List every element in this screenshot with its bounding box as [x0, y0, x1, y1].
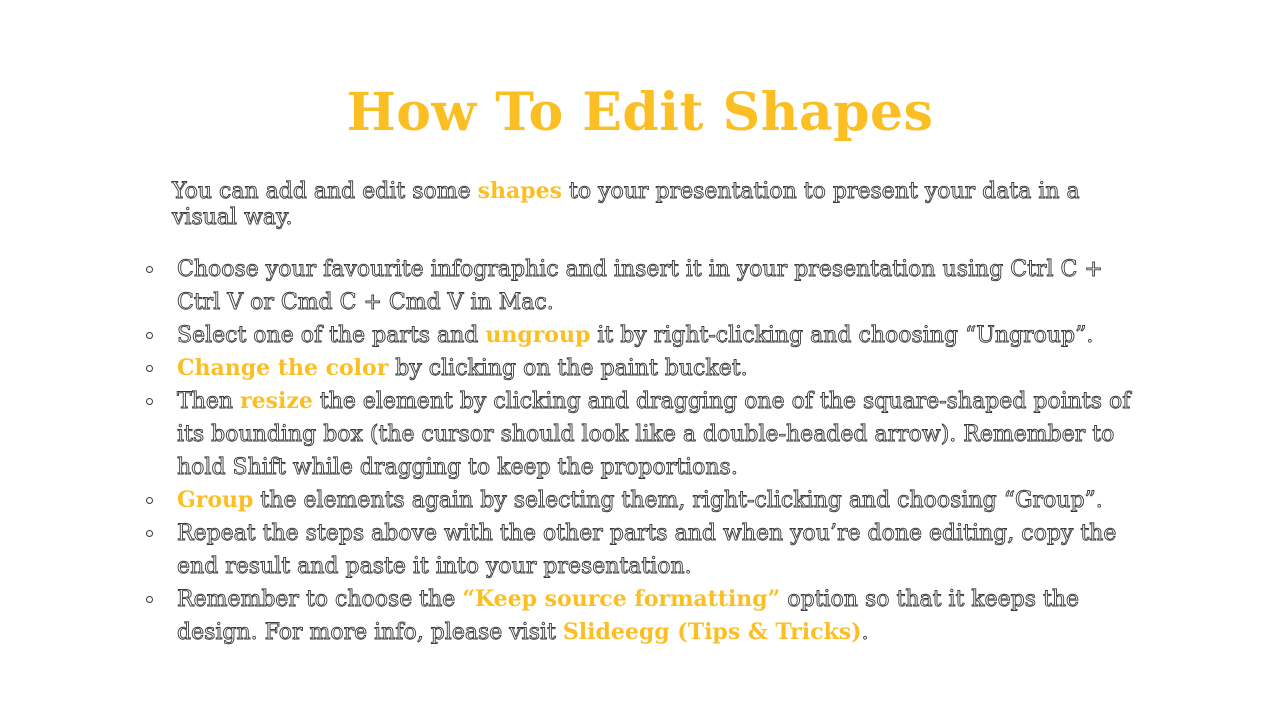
list-item-text-end: it by right-clicking and choosing “Ungroup”.	[590, 323, 1094, 348]
list-item	[140, 352, 1150, 385]
intro-paragraph	[172, 178, 1092, 231]
list-item	[140, 385, 1150, 484]
intro-highlight-shapes: shapes	[477, 178, 563, 204]
list-item	[140, 517, 1150, 583]
highlight-resize: resize	[240, 388, 313, 414]
highlight-ungroup: ungroup	[485, 322, 591, 348]
highlight-group: Group	[177, 487, 254, 513]
list-item	[140, 319, 1150, 352]
list-item	[140, 253, 1150, 319]
bullet-dot-icon	[146, 332, 153, 339]
highlight-change-color: Change the color	[177, 355, 389, 381]
list-item-text-end: the elements again by selecting them, right-clicking and choosing “Group”.	[253, 488, 1103, 513]
list-item-text-start: Remember to choose the	[177, 587, 463, 612]
list-item-text-end: .	[861, 620, 869, 645]
list-item-text-start: Select one of the parts and	[177, 323, 486, 348]
intro-text-end: to your presentation to present your data in a visual way.	[172, 179, 1080, 230]
intro-text-start: You can add and edit some	[172, 179, 478, 204]
bullet-dot-icon	[146, 365, 153, 372]
bullet-dot-icon	[146, 497, 153, 504]
list-item-text-end: by clicking on the paint bucket.	[388, 356, 748, 381]
list-item-text-start: Then	[177, 389, 241, 414]
bullet-dot-icon	[146, 596, 153, 603]
bullet-dot-icon	[146, 266, 153, 273]
slideegg-tips-link[interactable]: Slideegg (Tips & Tricks)	[562, 619, 862, 645]
instructions-list	[140, 253, 1150, 649]
slide-title: How To Edit Shapes	[346, 82, 934, 143]
list-item	[140, 583, 1150, 649]
bullet-dot-icon	[146, 530, 153, 537]
list-item-text: Repeat the steps above with the other parts and when you’re done editing, copy the end result and paste it into your presentation.	[177, 521, 1117, 579]
list-item	[140, 484, 1150, 517]
list-item-text: Choose your favourite infographic and insert it in your presentation using Ctrl C + Ctrl V or Cmd C + Cmd V in Mac.	[177, 257, 1103, 315]
list-item-text-end: the element by clicking and dragging one of the square-shaped points of its bounding box (the cursor should look like a double-headed arrow). Remember to hold Shift while dragging to keep the proportions.	[177, 389, 1131, 480]
highlight-keep-source-formatting: “Keep source formatting”	[462, 586, 781, 612]
list-item-text-middle: option so that it keeps the design. For more info, please visit	[177, 587, 1080, 645]
bullet-dot-icon	[146, 398, 153, 405]
